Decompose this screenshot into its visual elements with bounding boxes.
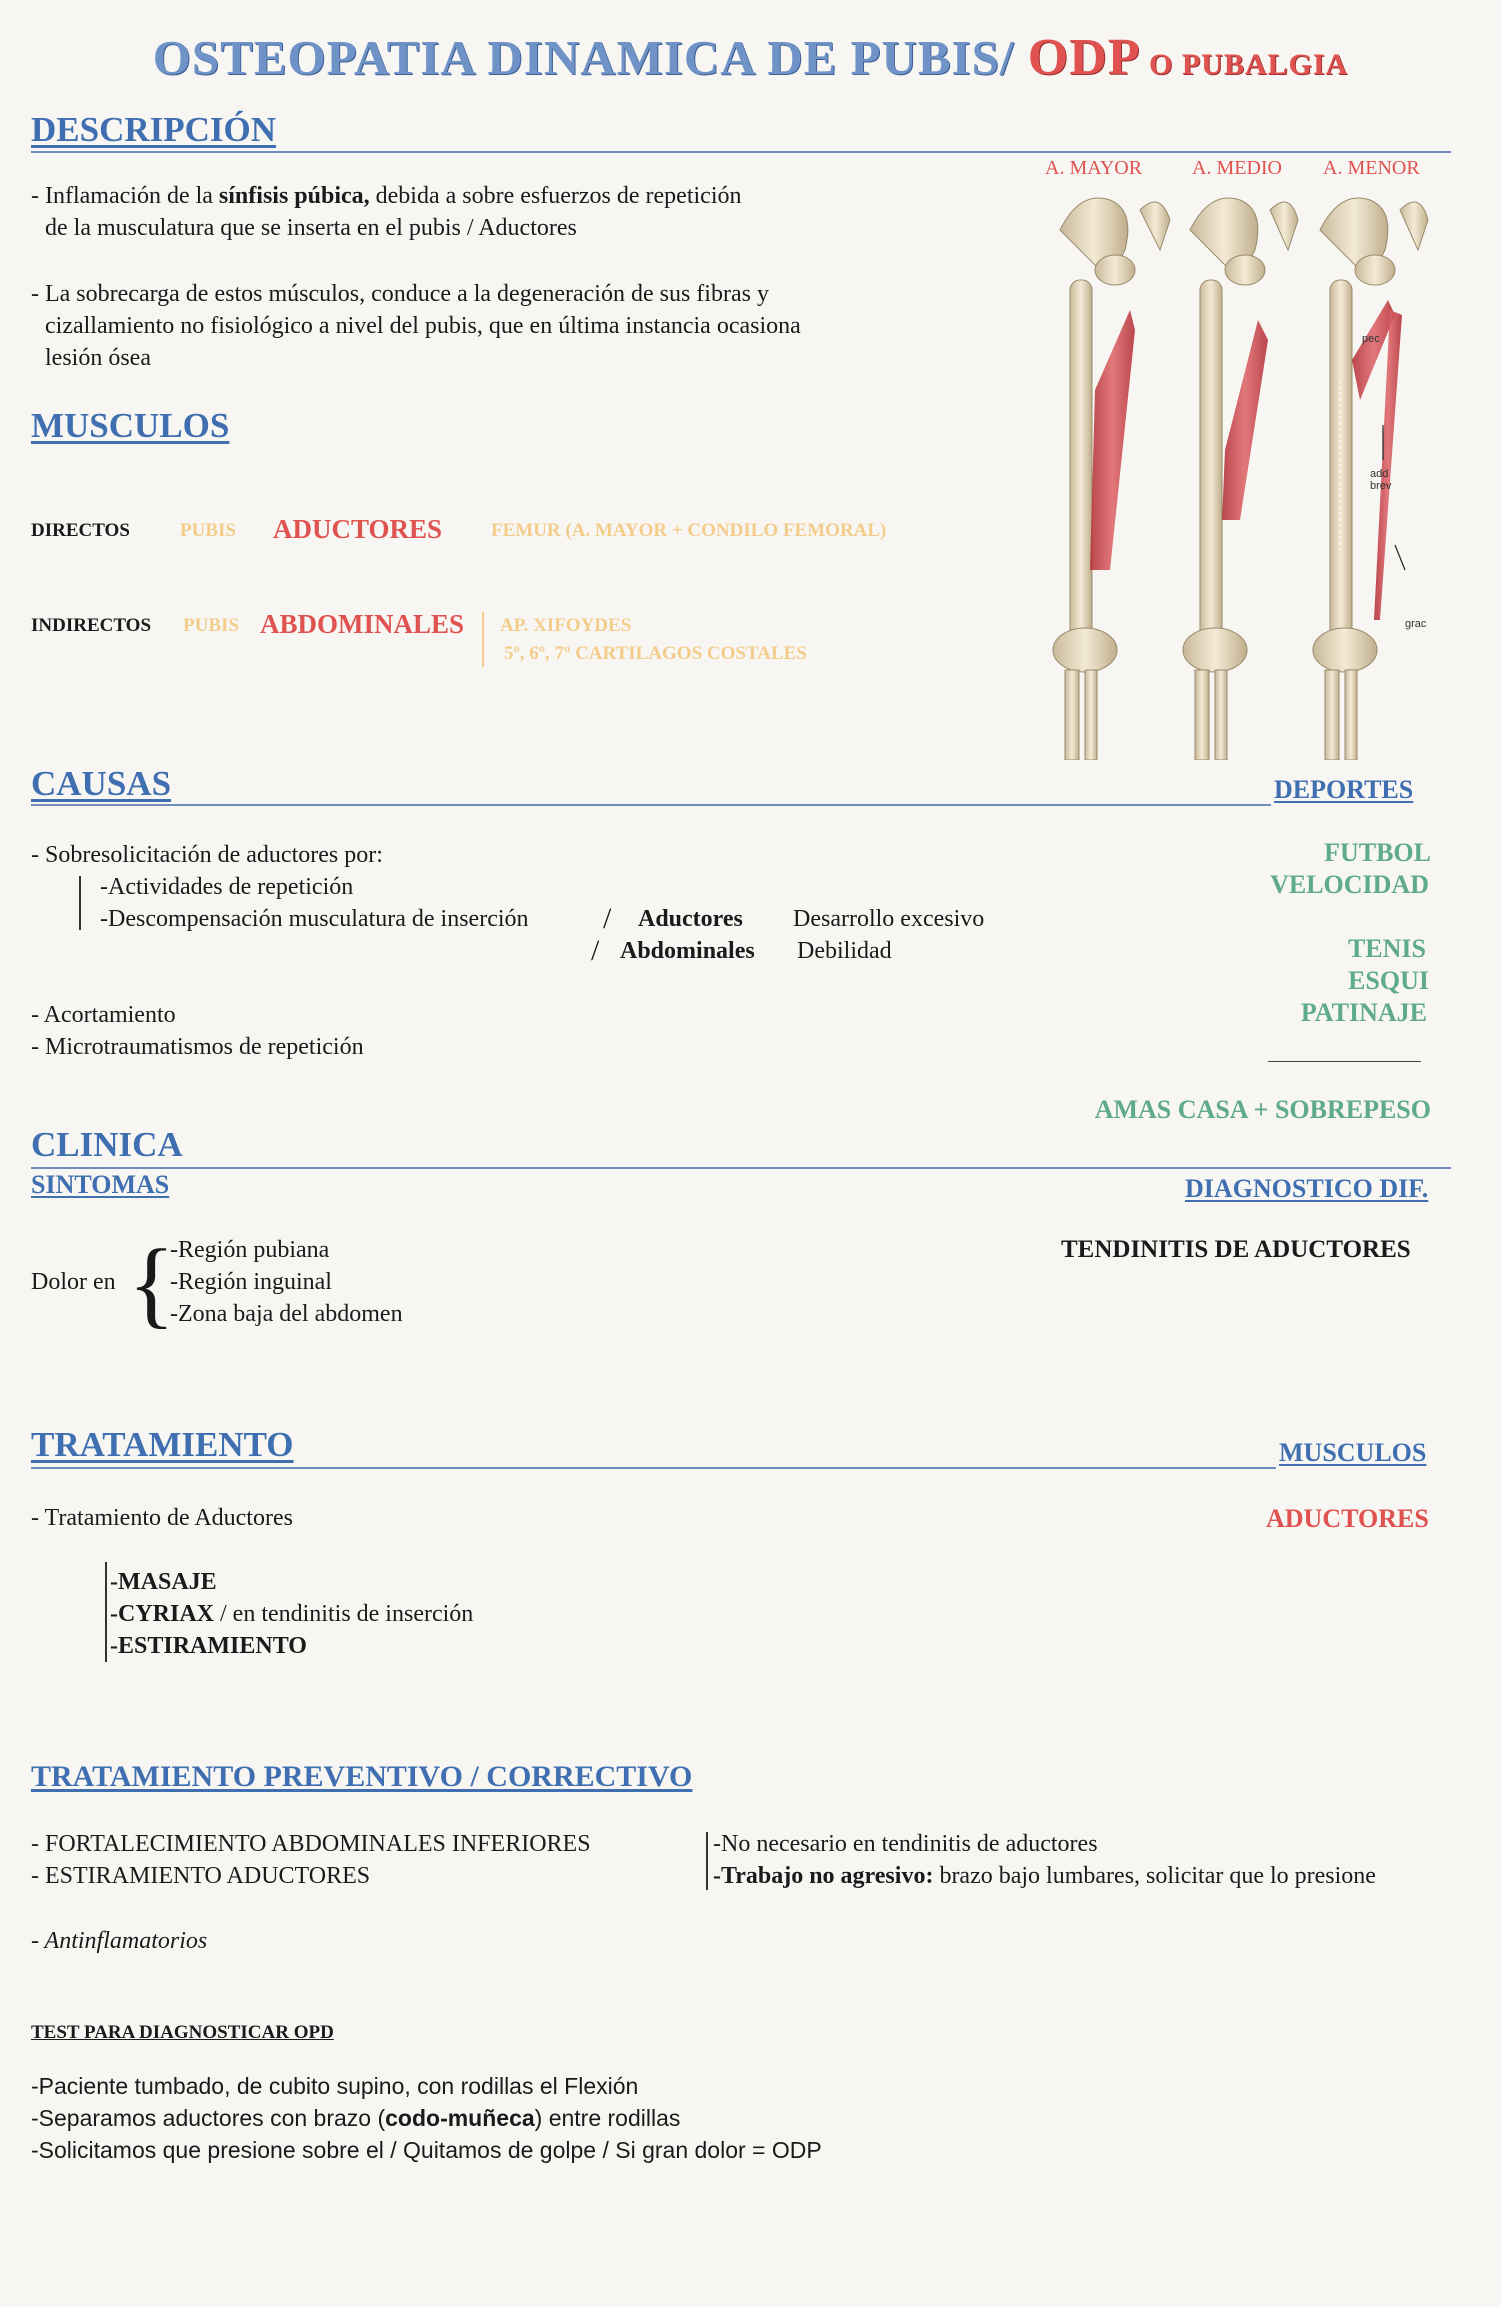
annotation-grac: grac — [1405, 618, 1427, 630]
test-l2 — [31, 2102, 680, 2134]
tratamiento-heading: TRATAMIENTO — [31, 1425, 294, 1464]
divider — [31, 151, 1451, 153]
adductor-illustration — [1040, 190, 1440, 760]
tratamiento-estiramiento: -ESTIRAMIENTO — [110, 1633, 307, 1659]
aductores-desc: Desarrollo excesivo — [793, 906, 985, 932]
title-main: OSTEOPATIA DINAMICA DE PUBIS/ — [152, 30, 1028, 85]
illus-label-mayor: A. MAYOR — [1045, 157, 1143, 179]
deporte-esqui: ESQUI — [1348, 966, 1429, 995]
sintomas-heading: SINTOMAS — [31, 1170, 170, 1199]
abdominales-label: Abdominales — [620, 938, 755, 964]
preventivo-bar — [706, 1832, 708, 1890]
descripcion-heading: DESCRIPCIÓN — [31, 110, 277, 149]
causas-bar — [79, 876, 81, 930]
causas-line5: - Microtraumatismos de repetición — [31, 1034, 364, 1060]
preventivo-r1: -No necesario en tendinitis de aductores — [713, 1831, 1098, 1857]
title-odp: ODP — [1027, 29, 1141, 86]
deporte-patinaje: PATINAJE — [1300, 998, 1427, 1027]
causas-line2: -Actividades de repetición — [100, 874, 354, 900]
deportes-divider — [1268, 1061, 1421, 1062]
annotation-pec: pec — [1362, 333, 1380, 345]
desc-text: debida a sobre esfuerzos de repetición — [369, 183, 742, 209]
illus-label-medio: A. MEDIO — [1192, 157, 1282, 179]
tratamiento-masaje: -MASAJE — [110, 1569, 217, 1595]
test-l1: -Paciente tumbado, de cubito supino, con rodillas el Flexión — [31, 2073, 639, 2099]
directos-origin: PUBIS — [180, 520, 236, 541]
tratamiento-musculos-heading: MUSCULOS — [1279, 1438, 1427, 1467]
deportes-heading: DEPORTES — [1274, 775, 1414, 804]
tratamiento-bar — [105, 1562, 107, 1662]
dolor-en-label: Dolor en — [31, 1269, 116, 1295]
preventivo-l1: - FORTALECIMIENTO ABDOMINALES INFERIORES — [31, 1831, 591, 1857]
directos-muscle: ADUCTORES — [273, 514, 443, 544]
antiinflamatorios: - Antinflamatorios — [31, 1928, 208, 1954]
desc-p2-line2: cizallamiento no fisiológico a nivel del pubis, que en última instancia ocasiona — [45, 313, 801, 339]
sintoma-item: -Región inguinal — [170, 1269, 332, 1295]
indirectos-insertion-2: 5º, 6º, 7º CARTILAGOS COSTALES — [504, 643, 807, 664]
tratamiento-cyriax — [110, 1598, 473, 1630]
musculos-heading: MUSCULOS — [31, 406, 230, 445]
test-l2a: -Separamos aductores con brazo ( — [31, 2105, 386, 2131]
deporte-futbol: FUTBOL — [1324, 838, 1431, 867]
desc-p1-line2: de la musculatura que se inserta en el pubis / Aductores — [45, 215, 577, 241]
indirectos-divider — [482, 612, 484, 667]
test-l3: -Solicitamos que presione sobre el / Quitamos de golpe / Si gran dolor = ODP — [31, 2137, 822, 2163]
causas-line1: - Sobresolicitación de aductores por: — [31, 842, 383, 868]
illus-label-menor: A. MENOR — [1323, 157, 1420, 179]
deporte-tenis: TENIS — [1347, 934, 1426, 963]
page-title — [0, 28, 1501, 87]
annotation-add-brev: add brev — [1370, 468, 1392, 492]
diagnostico-heading: DIAGNOSTICO DIF. — [1185, 1174, 1429, 1203]
slash-divider: / — [603, 902, 612, 935]
sintoma-item: -Región pubiana — [170, 1237, 330, 1263]
tratamiento-line1: - Tratamiento de Aductores — [31, 1505, 293, 1531]
divider — [31, 1467, 1276, 1469]
indirectos-origin: PUBIS — [183, 615, 239, 636]
preventivo-l2: - ESTIRAMIENTO ADUCTORES — [31, 1863, 371, 1889]
leg-medio — [1183, 198, 1298, 760]
directos-insertion: FEMUR (A. MAYOR + CONDILO FEMORAL) — [491, 520, 887, 541]
test-l2b: codo-muñeca — [385, 2105, 535, 2131]
clinica-heading: CLINICA — [31, 1125, 183, 1164]
divider — [31, 1167, 1451, 1169]
preventivo-heading: TRATAMIENTO PREVENTIVO / CORRECTIVO — [31, 1760, 693, 1793]
diagnostico-value: TENDINITIS DE ADUCTORES — [1061, 1236, 1411, 1263]
sintoma-item: -Zona baja del abdomen — [170, 1301, 403, 1327]
tratamiento-musculos-value: ADUCTORES — [1266, 1504, 1429, 1533]
causas-line3: -Descompensación musculatura de inserción — [100, 906, 529, 932]
indirectos-label: INDIRECTOS — [31, 615, 152, 636]
r2-bold: -Trabajo no agresivo: — [713, 1863, 934, 1889]
slash-divider: / — [591, 934, 600, 967]
directos-label: DIRECTOS — [31, 520, 130, 541]
preventivo-r2 — [713, 1860, 1376, 1892]
desc-bold: sínfisis púbica, — [218, 183, 370, 209]
desc-p2-line3: lesión ósea — [45, 345, 151, 371]
desc-p1-line1 — [31, 180, 742, 212]
indirectos-muscle: ABDOMINALES — [260, 609, 465, 639]
deporte-amas-casa: AMAS CASA + SOBREPESO — [1094, 1095, 1431, 1124]
cyriax-label: -CYRIAX — [110, 1601, 214, 1627]
causas-heading: CAUSAS — [31, 764, 172, 803]
aductores-label: Aductores — [638, 906, 743, 932]
abdominales-desc: Debilidad — [797, 938, 892, 964]
leg-mayor — [1053, 198, 1170, 760]
desc-text: - Inflamación de la — [31, 183, 219, 209]
divider — [31, 804, 1271, 806]
test-heading: TEST PARA DIAGNOSTICAR OPD — [31, 2022, 334, 2043]
causas-line4: - Acortamiento — [31, 1002, 176, 1028]
r2-rest: brazo bajo lumbares, solicitar que lo presione — [933, 1863, 1376, 1889]
title-pubalgia: O PUBALGIA — [1140, 48, 1349, 81]
cyriax-desc: / en tendinitis de inserción — [214, 1601, 474, 1627]
deporte-velocidad: VELOCIDAD — [1270, 870, 1429, 899]
test-l2c: ) entre rodillas — [534, 2105, 681, 2131]
left-brace: { — [128, 1230, 176, 1338]
indirectos-insertion-1: AP. XIFOYDES — [500, 615, 632, 636]
desc-p2-line1: - La sobrecarga de estos músculos, conduce a la degeneración de sus fibras y — [31, 281, 769, 307]
